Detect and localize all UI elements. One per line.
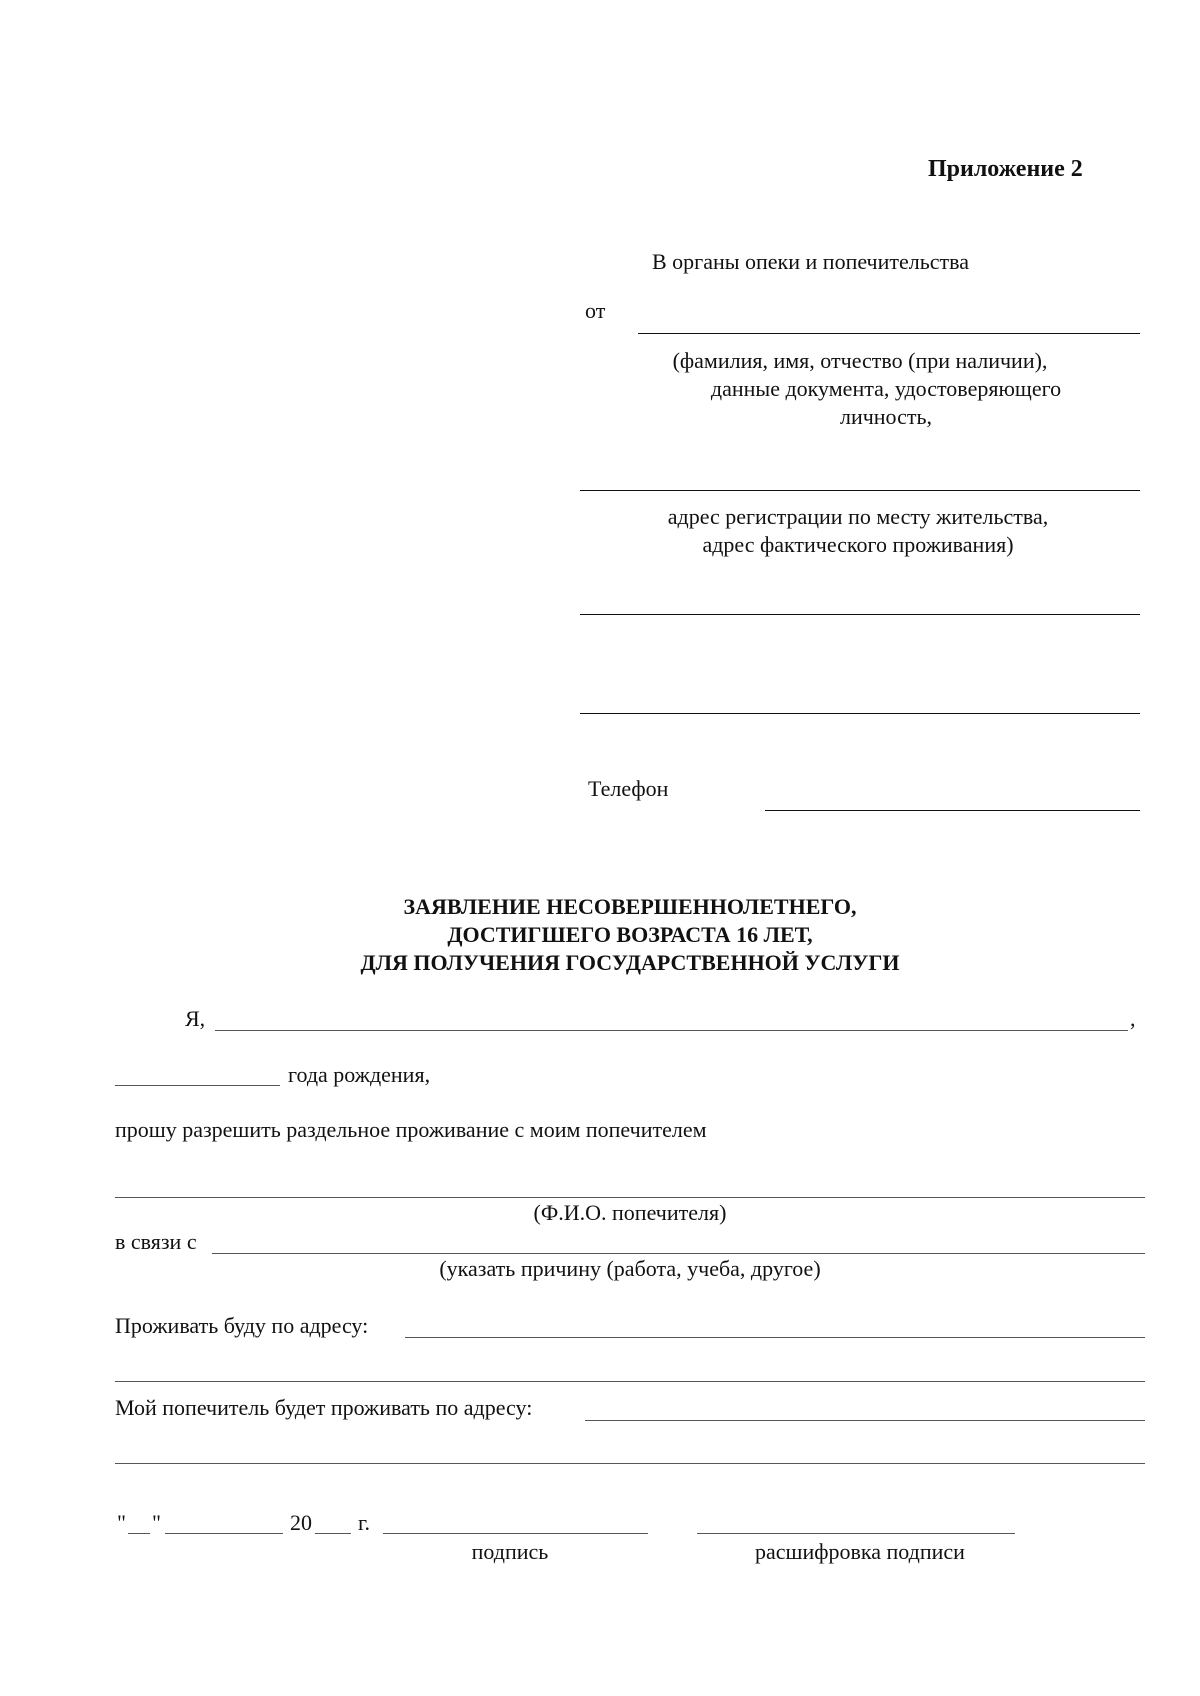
guardian-address-field-2[interactable] [115,1463,1145,1464]
from-hint-3: личность, [839,404,933,429]
from-hint-2: данные документа, удостоверяющего [710,376,1062,401]
signature-decode-hint: расшифровка подписи [755,1539,965,1564]
my-address-label: Проживать буду по адресу: [115,1313,369,1338]
birth-year-text: года рождения, [288,1062,431,1087]
date-quote-open: " [117,1510,126,1535]
signature-field[interactable] [383,1533,648,1534]
date-year-field[interactable] [315,1533,351,1534]
date-month-field[interactable] [165,1533,283,1534]
from-hint-1: (фамилия, имя, отчество (при наличии), [672,348,1048,373]
guardian-address-label: Мой попечитель будет проживать по адресу: [115,1395,533,1420]
title-line-1: ЗАЯВЛЕНИЕ НЕСОВЕРШЕННОЛЕТНЕГО, [403,894,857,919]
guardian-address-field-1[interactable] [585,1420,1145,1421]
birth-year-field[interactable] [115,1085,280,1086]
date-year-suffix: г. [358,1510,371,1535]
title-line-2: ДОСТИГШЕГО ВОЗРАСТА 16 ЛЕТ, [447,922,813,947]
request-text: прошу разрешить раздельное проживание с моим попечителем [115,1117,707,1142]
address-hint-2: адрес фактического проживания) [702,532,1014,557]
reason-field[interactable] [212,1253,1145,1254]
signature-decode-field[interactable] [697,1533,1015,1534]
addressee: В органы опеки и попечительства [652,249,970,274]
phone-field[interactable] [765,810,1140,811]
from-label: от [585,298,606,323]
reason-hint: (указать причину (работа, учеба, другое) [439,1256,821,1281]
phone-label: Телефон [588,776,669,801]
date-year-prefix: 20 [290,1510,312,1535]
address-field-2[interactable] [580,713,1140,714]
my-address-field-2[interactable] [115,1381,1145,1382]
comma-mark: , [1130,1006,1136,1031]
from-field[interactable] [638,333,1140,334]
identity-field[interactable] [580,490,1140,491]
reason-label: в связи с [115,1229,197,1254]
address-hint-1: адрес регистрации по месту жительства, [667,504,1049,529]
applicant-name-field[interactable] [215,1030,1128,1031]
i-label: Я, [185,1006,206,1031]
title-line-3: ДЛЯ ПОЛУЧЕНИЯ ГОСУДАРСТВЕННОЙ УСЛУГИ [360,950,900,975]
appendix-label: Приложение 2 [928,156,1083,182]
date-day-field[interactable] [128,1533,150,1534]
date-quote-close: " [152,1510,161,1535]
guardian-name-field[interactable] [115,1197,1145,1198]
my-address-field-1[interactable] [405,1337,1145,1338]
guardian-hint: (Ф.И.О. попечителя) [533,1200,727,1225]
signature-hint: подпись [471,1539,549,1564]
address-field-1[interactable] [580,614,1140,615]
